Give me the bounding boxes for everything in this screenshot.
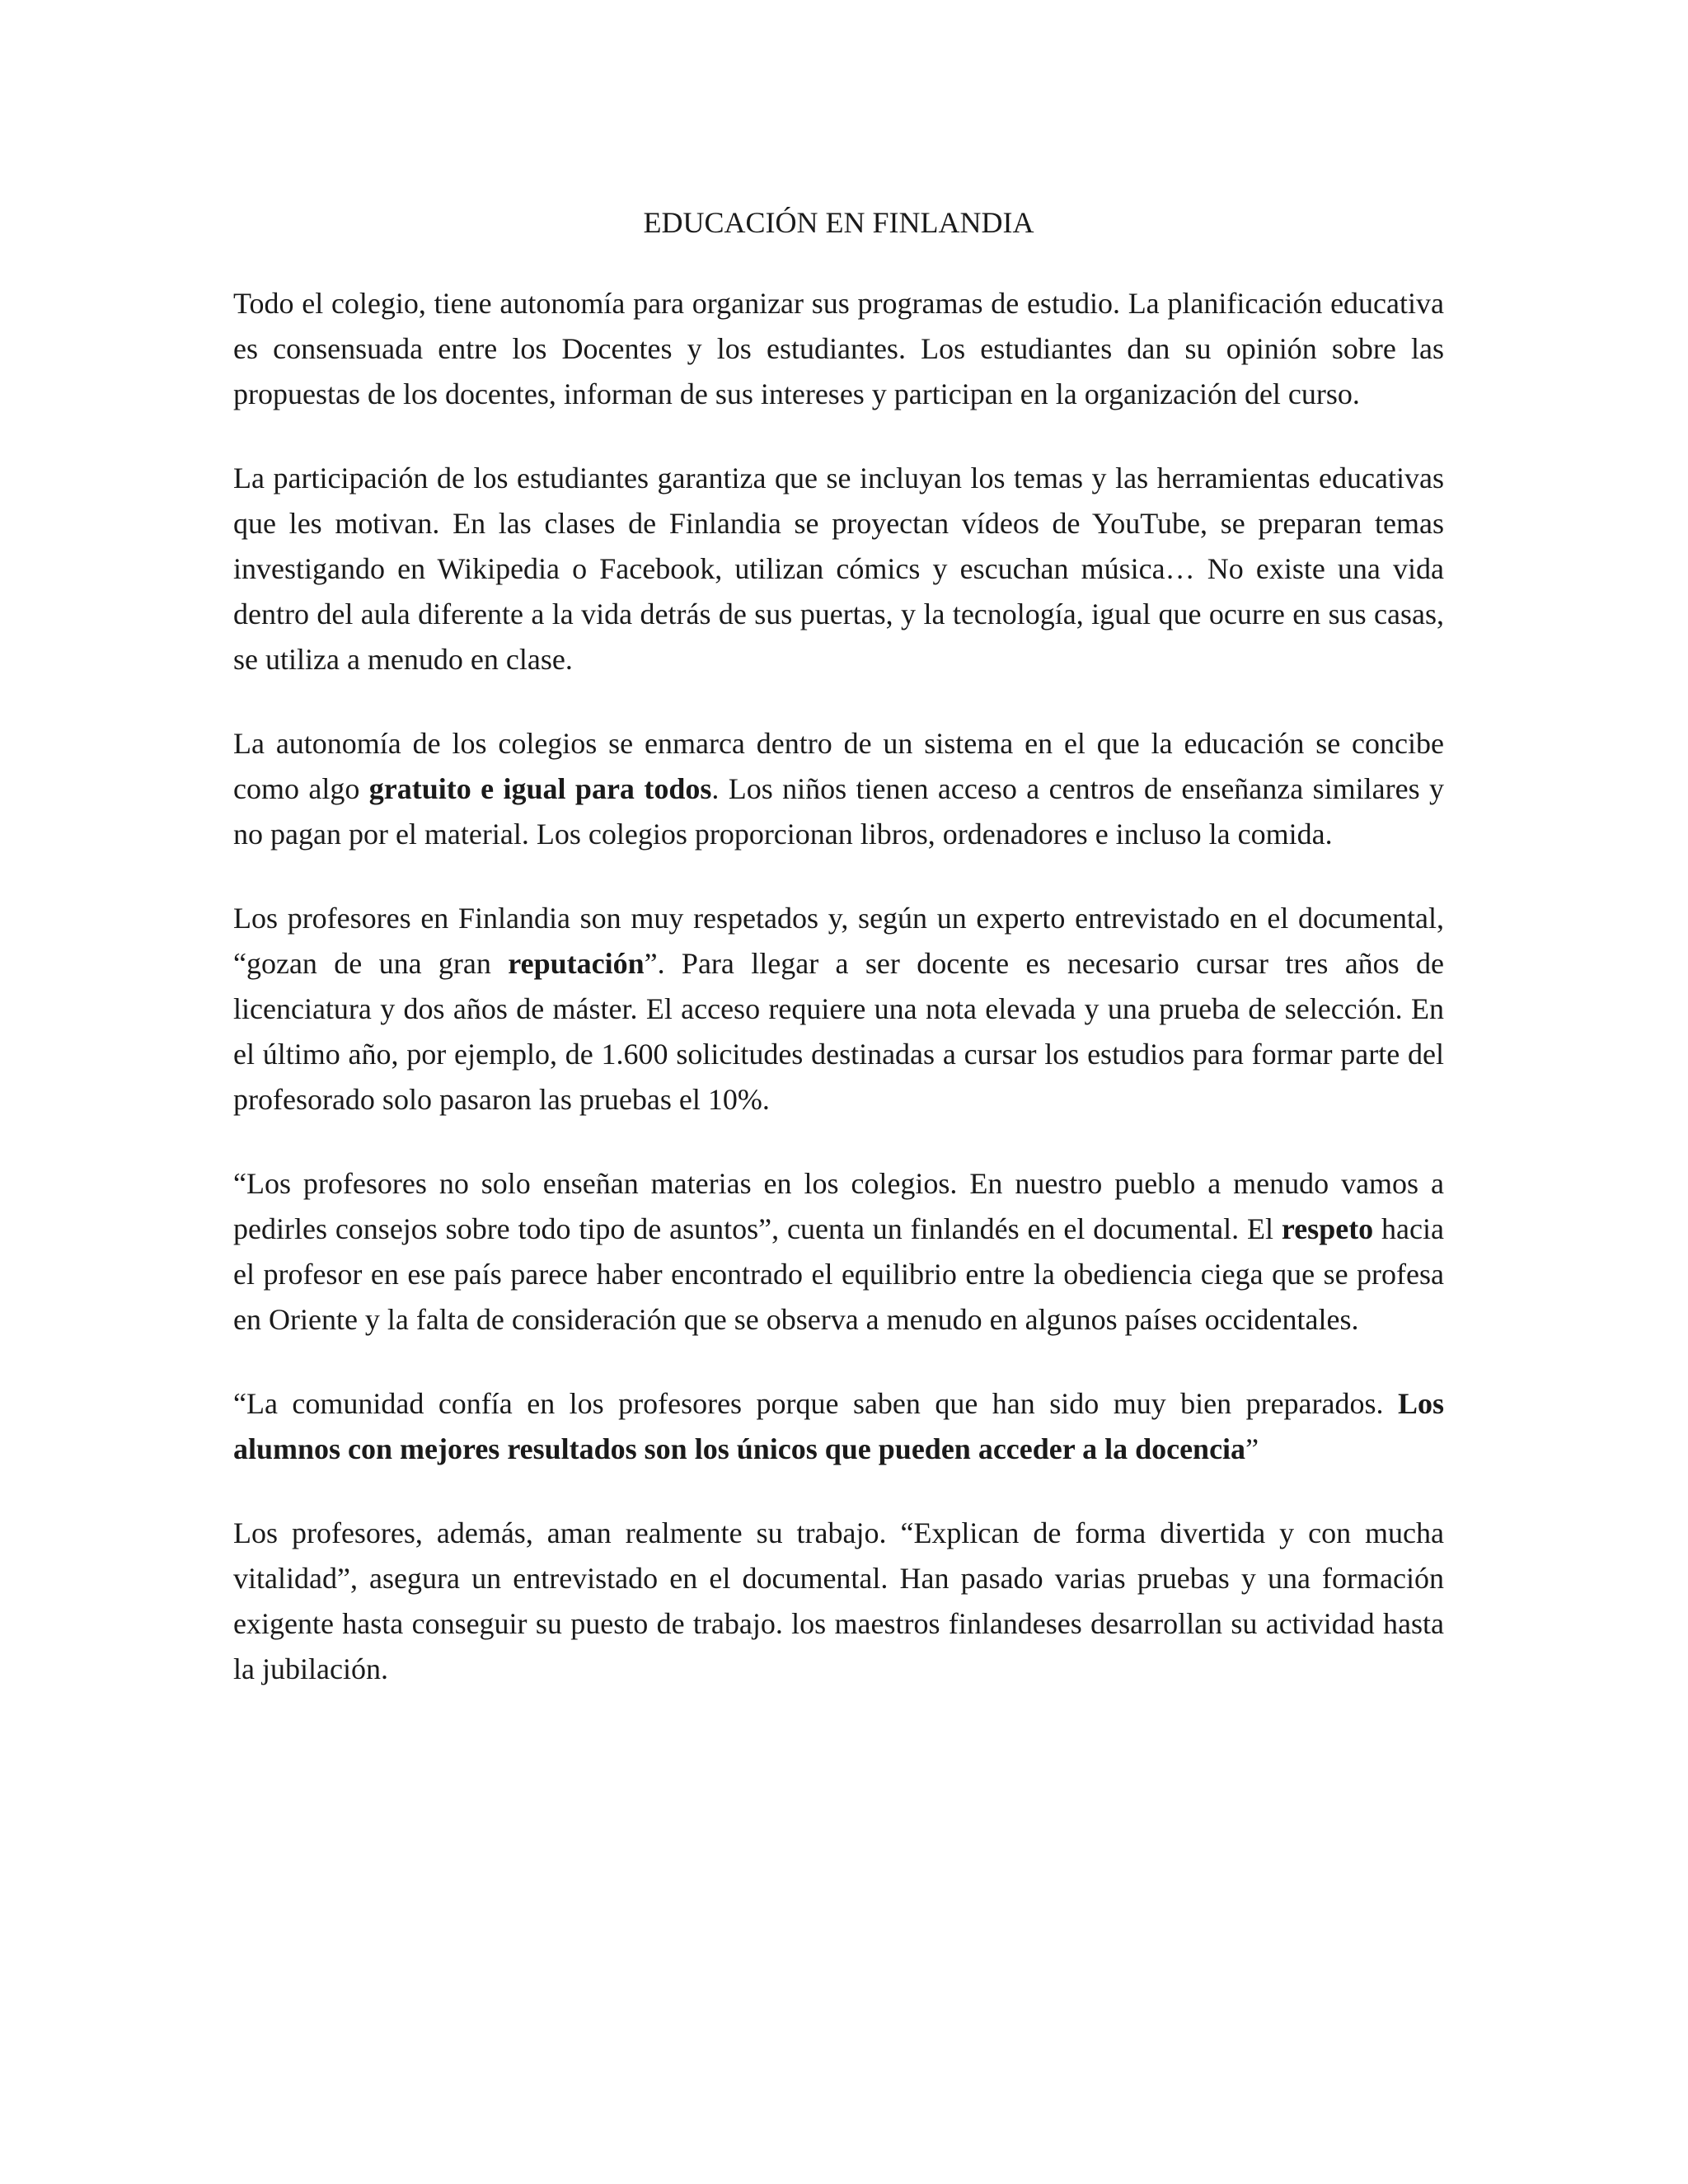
- paragraph-text: . Los niños tienen acceso a centros de enseñanza similares y no pagan por el material. Los colegios proporcionan libros, ordenadores e incluso la comida.: [233, 772, 1444, 851]
- paragraph-text: ”: [1245, 1432, 1259, 1465]
- paragraph-text: ”. Para llegar a ser docente es necesario cursar tres años de licenciatura y dos años de máster. El acceso requiere una nota elevada y una prueba de selección. En el último año, por ejemplo, de 1.600 solicitudes destinadas a cursar los estudios para formar parte del profesorado solo pasaron las pruebas el 10%.: [233, 947, 1445, 1116]
- paragraph-participacion: [233, 456, 1444, 682]
- paragraph-text: Los profesores, además, aman realmente su trabajo. “Explican de forma divertida y con mucha vitalidad”, asegura un entrevistado en el documental. Han pasado varias pruebas y una formación exigente hasta conseguir su puesto de trabajo. los maestros finlandeses desarrollan su actividad hasta la jubilación.: [233, 1516, 1444, 1685]
- paragraph-text: “Los profesores no solo enseñan materias en los colegios. En nuestro pueblo a menudo vamos a pedirles consejos sobre todo tipo de asuntos”, cuenta un finlandés en el documental. El: [233, 1167, 1444, 1245]
- paragraph-text: Los profesores en Finlandia son muy respetados y, según un experto entrevistado en el documental, “gozan de una gran: [233, 902, 1444, 980]
- paragraph-profesores-respetados: [233, 896, 1444, 1122]
- paragraph-aman-su-trabajo: [233, 1511, 1444, 1692]
- paragraph-text: hacia el profesor en ese país parece haber encontrado el equilibrio entre la obediencia ciega que se profesa en Oriente y la falta de consideración que se observa a menudo en algunos países occidentales.: [233, 1212, 1444, 1336]
- paragraph-text: “La comunidad confía en los profesores porque saben que han sido muy bien preparados.: [233, 1387, 1398, 1420]
- bold-emphasis: reputación: [508, 947, 645, 980]
- paragraph-comunidad-cita: [233, 1381, 1444, 1472]
- paragraph-sistema-gratuito: [233, 721, 1444, 857]
- paragraph-autonomia: [233, 281, 1444, 417]
- paragraph-respeto: [233, 1161, 1444, 1343]
- bold-emphasis: Los alumnos con mejores resultados son los únicos que pueden acceder a la docencia: [233, 1387, 1444, 1465]
- document-title: EDUCACIÓN EN FINLANDIA: [643, 206, 1034, 239]
- bold-emphasis: gratuito e igual para todos: [368, 772, 712, 805]
- bold-emphasis: respeto: [1281, 1212, 1374, 1245]
- document-page: [233, 200, 1444, 1731]
- paragraph-text: La participación de los estudiantes garantiza que se incluyan los temas y las herramientas educativas que les motivan. En las clases de Finlandia se proyectan vídeos de YouTube, se preparan temas investigando en Wikipedia o Facebook, utilizan cómics y escuchan música… No existe una vida dentro del aula diferente a la vida detrás de sus puertas, y la tecnología, igual que ocurre en sus casas, se utiliza a menudo en clase.: [233, 462, 1444, 676]
- paragraph-text: Todo el colegio, tiene autonomía para organizar sus programas de estudio. La planificación educativa es consensuada entre los Docentes y los estudiantes. Los estudiantes dan su opinión sobre las propuestas de los docentes, informan de sus intereses y participan en la organización del curso.: [233, 287, 1444, 410]
- paragraph-text: La autonomía de los colegios se enmarca dentro de un sistema en el que la educación se concibe como algo: [233, 727, 1444, 805]
